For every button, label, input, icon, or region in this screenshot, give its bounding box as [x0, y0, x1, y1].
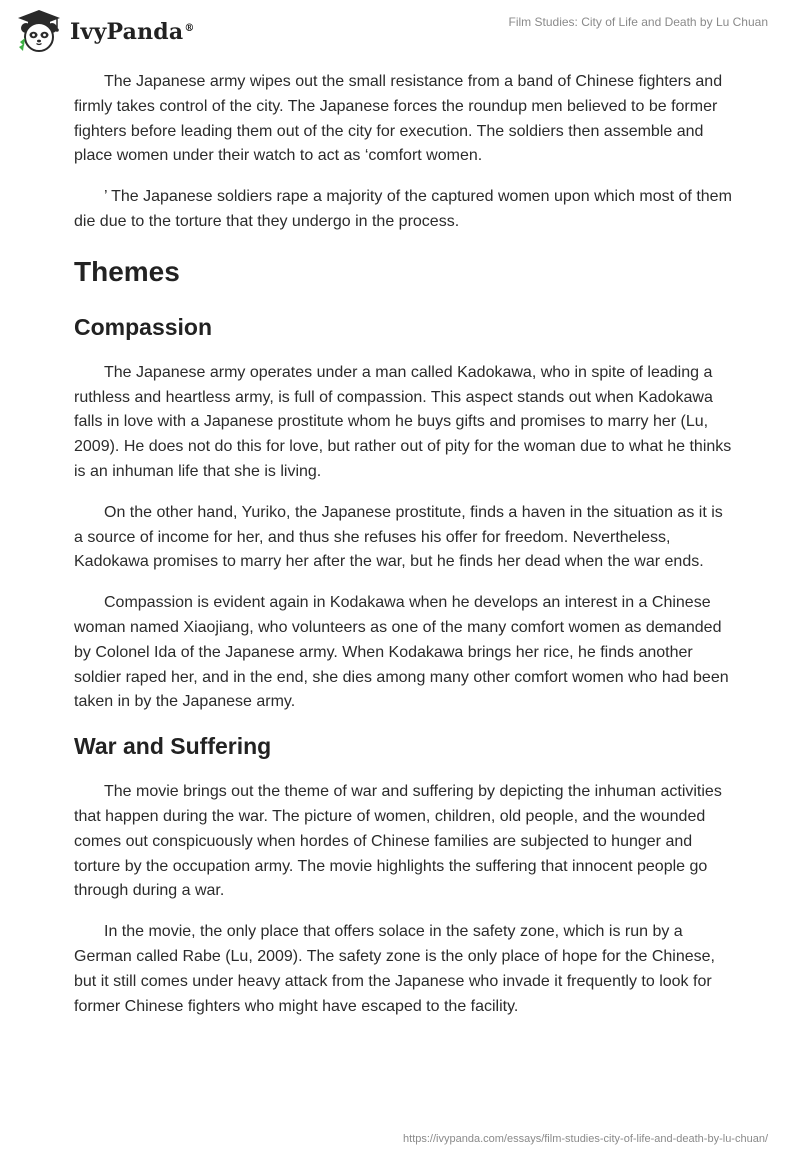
source-url[interactable]: https://ivypanda.com/essays/film-studies-city-of-life-and-death-by-lu-chuan/ — [403, 1133, 768, 1145]
document-title: Film Studies: City of Life and Death by Lu Chuan — [508, 15, 768, 29]
registered-mark: ® — [184, 22, 195, 34]
panda-graduate-icon — [14, 8, 64, 54]
compassion-paragraph-1: The Japanese army operates under a man called Kadokawa, who in spite of leading a ruthless and heartless army, is full of compassion. This aspect stands out when Kadokawa falls in love with a Japanese prostitute whom he buys gifts and promises to marry her (Lu, 2009). He does not do this for love, but rather out of pity for the woman due to what he thinks is an inhuman life that she is living. — [74, 363, 732, 480]
compassion-paragraph-2: On the other hand, Yuriko, the Japanese prostitute, finds a haven in the situation as it is a source of income for her, and thus she refuses his offer for freedom. Nevertheless, Kadokawa promises to marry her after the war, but he finds her dead when the war ends. — [74, 503, 723, 571]
intro-paragraph-1: The Japanese army wipes out the small resistance from a band of Chinese fighters and firmly takes control of the city. The Japanese forces the roundup men believed to be former fighters before leading them out of the city for execution. The soldiers then assemble and place women under their watch to act as ‘comfort women. — [74, 73, 723, 165]
compassion-paragraph-3: Compassion is evident again in Kodakawa when he develops an interest in a Chinese woman named Xiaojiang, who volunteers as one of the many comfort women as demanded by Colonel Ida of the Japanese army. When Kodakawa brings her rice, he finds another soldier raped her, and in the end, she dies among many other comfort women who had been taken in by the Japanese army. — [74, 594, 729, 711]
brand-name: IvyPanda® — [70, 19, 195, 45]
page-header — [0, 0, 800, 60]
section-heading-themes: Themes — [74, 255, 180, 287]
war-paragraph-1: The movie brings out the theme of war and suffering by depicting the inhuman activities that happen during the war. The picture of women, children, old people, and the wounded comes out conspicuously when hordes of Chinese families are subjected to hunger and torture by the occupation army. The movie highlights the suffering that innocent people go through during a war. — [74, 783, 722, 900]
subsection-heading-compassion: Compassion — [74, 313, 213, 340]
brand-logo[interactable] — [14, 8, 195, 54]
intro-paragraph-2: ’ The Japanese soldiers rape a majority of the captured women upon which most of them die due to the torture that they undergo in the process. — [74, 188, 732, 230]
essay-body — [74, 70, 734, 1035]
war-paragraph-2: In the movie, the only place that offers solace in the safety zone, which is run by a German called Rabe (Lu, 2009). The safety zone is the only place of hope for the Chinese, but it still comes under heavy attack from the Japanese who invade it frequently to look for former Chinese fighters who might have escaped to the facility. — [74, 923, 715, 1015]
subsection-heading-war-and-suffering: War and Suffering — [74, 733, 272, 760]
